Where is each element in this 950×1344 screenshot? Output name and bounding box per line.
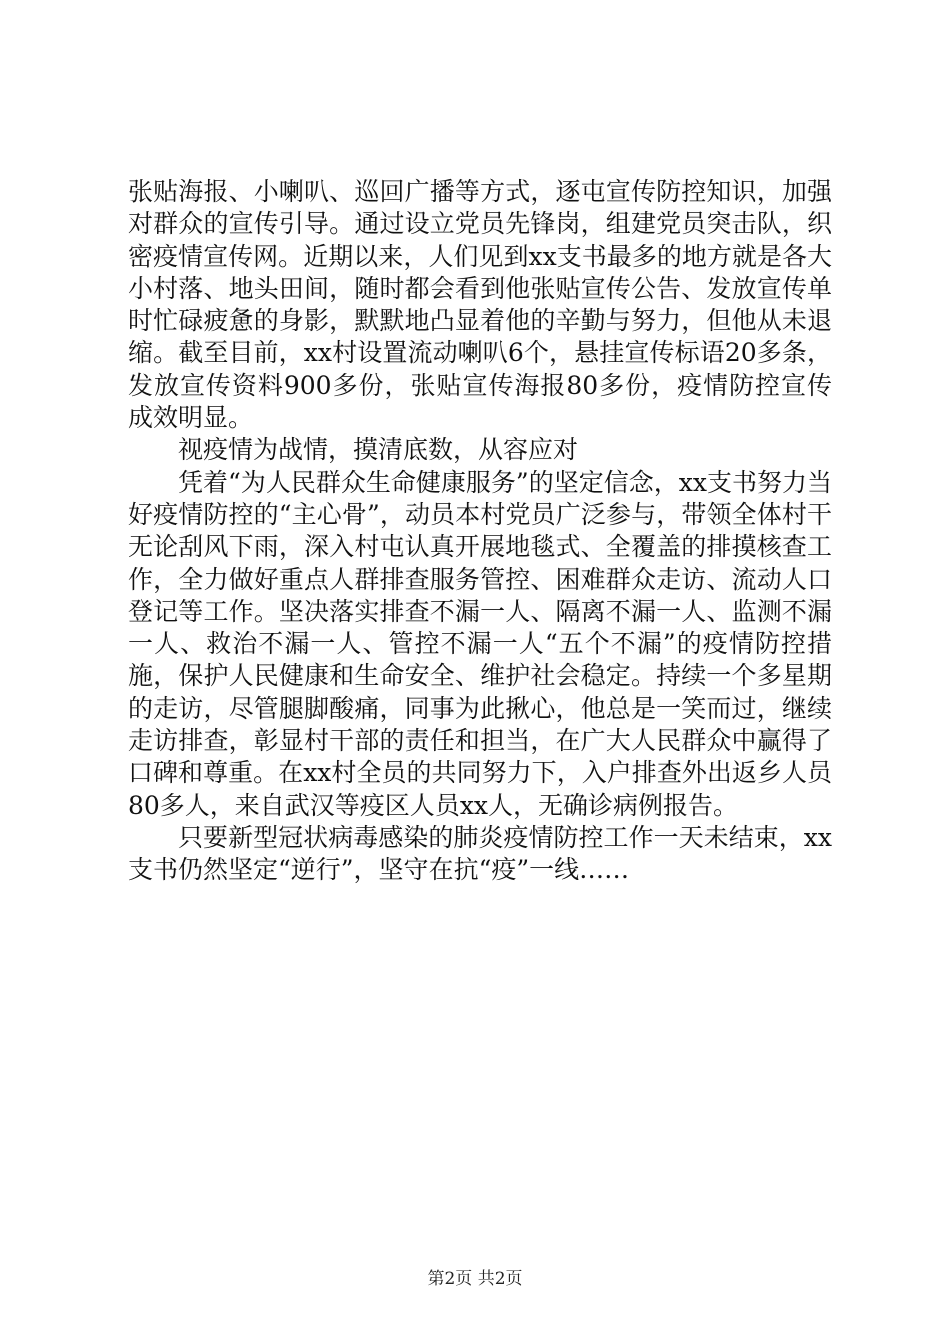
paragraph-body: 凭着“为人民群众生命健康服务”的坚定信念，xx支书努力当好疫情防控的“主心骨”，动员本村党员广泛参与，带领全体村干无论刮风下雨，深入村屯认真开展地毯式、全覆盖的排摸核查工作，全力做好重点人群排查服务管控、困难群众走访、流动人口登记等工作。坚决落实排查不漏一人、隔离不漏一人、监测不漏一人、救治不漏一人、管控不漏一人“五个不漏”的疫情防控措施，保护人民健康和生命安全、维护社会稳定。持续一个多星期的走访，尽管腿脚酸痛，同事为此揪心，他总是一笑而过，继续走访排查，彰显村干部的责任和担当，在广大人民群众中赢得了口碑和尊重。在xx村全员的共同努力下，入户排查外出返乡人员80多人，来自武汉等疫区人员xx人，无确诊病例报告。: [128, 467, 832, 820]
section-heading: 视疫情为战情，摸清底数，从容应对: [178, 435, 579, 465]
paragraph-closing: 只要新型冠状病毒感染的肺炎疫情防控工作一天未结束，xx支书仍然坚定“逆行”，坚守在抗“疫”一线……: [128, 822, 832, 885]
paragraph-continuation: 张贴海报、小喇叭、巡回广播等方式，逐屯宣传防控知识，加强对群众的宣传引导。通过设立党员先锋岗，组建党员突击队，织密疫情宣传网。近期以来，人们见到xx支书最多的地方就是各大小村落、地头田间，随时都会看到他张贴宣传公告、发放宣传单时忙碌疲惫的身影，默默地凸显着他的辛勤与努力，但他从未退缩。截至目前，xx村设置流动喇叭6个，悬挂宣传标语20多条，发放宣传资料900多份，张贴宣传海报80多份，疫情防控宣传成效明显。: [128, 177, 832, 433]
body-text: [128, 176, 832, 887]
page-number-footer: 第2页 共2页: [427, 1269, 523, 1289]
